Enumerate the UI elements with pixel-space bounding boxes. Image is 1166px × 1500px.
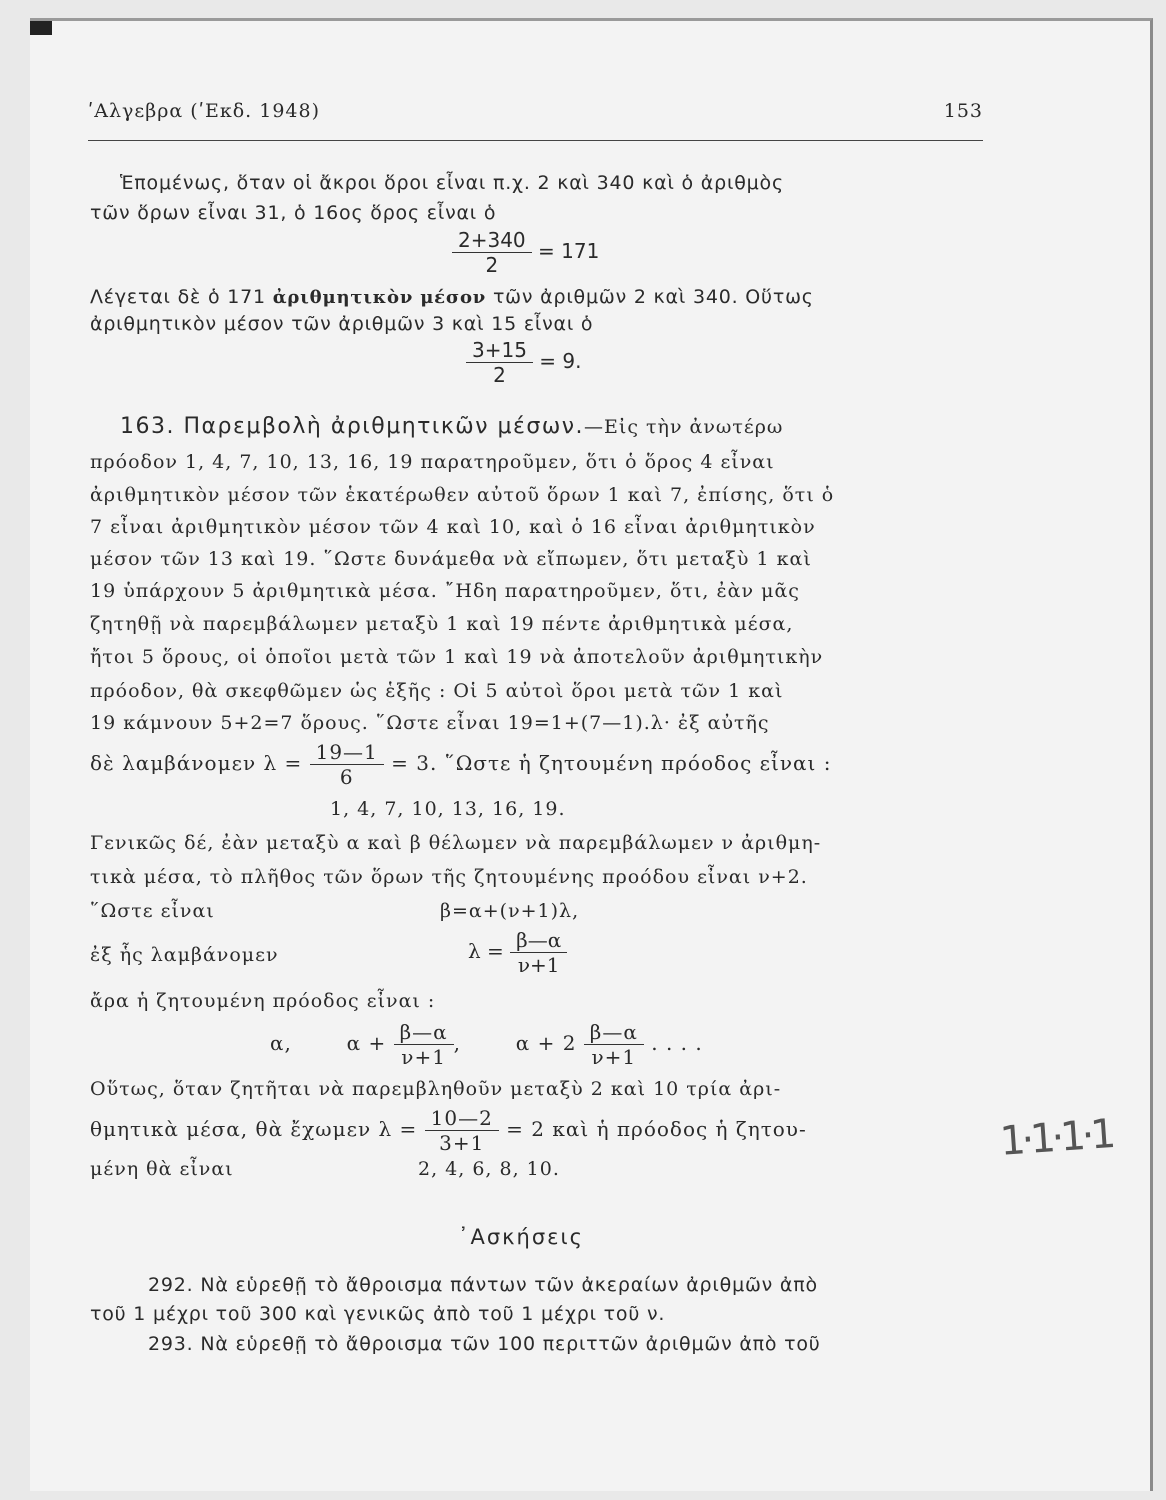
prog-c-numerator: β—α bbox=[584, 1020, 644, 1045]
prog-term-c: α + 2 bbox=[515, 1031, 577, 1055]
handwritten-margin-note: 1·1·1·1 bbox=[998, 1111, 1114, 1165]
section-line-4: μέσον τῶν 13 καὶ 19. ῞Ωστε δυνάμεθα νὰ εἴπωμεν, ὅτι μεταξὺ 1 καὶ bbox=[90, 548, 812, 570]
intro-line-2: τῶν ὅρων εἶναι 31, ὁ 16ος ὅρος εἶναι ὁ bbox=[90, 202, 497, 224]
section-line-9: 19 κάμνουν 5+2=7 ὅρους. ῞Ωστε εἶναι 19=1+(7—1).λ· ἐξ αὐτῆς bbox=[90, 712, 770, 734]
intro-line-3-end: τῶν ἀριθμῶν 2 καὶ 340. Οὕτως bbox=[492, 286, 814, 308]
prog-b-numerator: β—α bbox=[394, 1020, 454, 1045]
prog-term-a: α, bbox=[270, 1031, 292, 1055]
example-line-3-label: μένη θὰ εἶναι bbox=[90, 1158, 234, 1180]
prog-b-denominator: ν+1 bbox=[401, 1045, 446, 1069]
frac2-result: = 9. bbox=[539, 349, 582, 373]
page-corner-mark bbox=[30, 21, 52, 35]
example-numerator: 10—2 bbox=[425, 1106, 499, 1131]
fraction-171 bbox=[452, 228, 599, 277]
sequence-1-19: 1, 4, 7, 10, 13, 16, 19. bbox=[330, 798, 566, 820]
ara-line: ἄρα ἡ ζητουμένη πρόοδος εἶναι : bbox=[90, 990, 436, 1012]
lambda-numerator: 19—1 bbox=[310, 740, 384, 765]
lambda-general bbox=[468, 928, 567, 977]
frac1-denominator: 2 bbox=[485, 253, 499, 277]
exercises-title: ᾿Ασκήσεις bbox=[458, 1225, 584, 1249]
example-line-1: Οὕτως, ὅταν ζητῆται νὰ παρεμβληθοῦν μεταξὺ 2 καὶ 10 τρία ἀρι- bbox=[90, 1078, 782, 1100]
general-line-1: Γενικῶς δέ, ἐὰν μεταξὺ α καὶ β θέλωμεν νὰ παρεμβάλωμεν ν ἀριθμη- bbox=[90, 832, 822, 854]
lambda-general-denominator: ν+1 bbox=[517, 953, 560, 977]
fraction-9 bbox=[466, 338, 582, 387]
example-2-end: = 2 καὶ ἡ πρόοδος ἡ ζητου- bbox=[506, 1117, 807, 1141]
section-heading-tail: —Εἰς τὴν ἀνωτέρω bbox=[584, 416, 784, 438]
intro-line-3 bbox=[90, 286, 985, 308]
intro-line-3-start: Λέγεται δὲ ὁ 171 bbox=[90, 286, 266, 308]
running-header bbox=[88, 100, 983, 122]
lambda-line bbox=[90, 740, 831, 789]
running-title: ʹΑλγεβρα (ʹΕκδ. 1948) bbox=[88, 100, 321, 122]
section-line-1: πρόοδον 1, 4, 7, 10, 13, 16, 19 παρατηροῦμεν, ὅτι ὁ ὅρος 4 εἶναι bbox=[90, 451, 775, 473]
exercise-292-line-2: τοῦ 1 μέχρι τοῦ 300 καὶ γενικῶς ἀπὸ τοῦ 1 μέχρι τοῦ ν. bbox=[90, 1303, 666, 1325]
prog-c-denominator: ν+1 bbox=[591, 1045, 637, 1069]
example-sequence: 2, 4, 6, 8, 10. bbox=[418, 1158, 560, 1180]
hoste-formula: β=α+(ν+1)λ, bbox=[440, 900, 580, 922]
section-line-2: ἀριθμητικὸν μέσον τῶν ἑκατέρωθεν αὐτοῦ ὅρων 1 καὶ 7, ἐπίσης, ὅτι ὁ bbox=[90, 484, 835, 506]
general-line-2: τικὰ μέσα, τὸ πλῆθος τῶν ὅρων τῆς ζητουμένης προόδου εἶναι ν+2. bbox=[90, 866, 808, 888]
hoste-label: ῞Ωστε εἶναι bbox=[90, 900, 215, 922]
intro-line-1: Ἑπομένως, ὅταν οἱ ἄκροι ὅροι εἶναι π.χ. 2 καὶ 340 καὶ ὁ ἀριθμὸς bbox=[120, 172, 784, 194]
lambda-denominator: 6 bbox=[339, 765, 354, 789]
section-heading: 163. Παρεμβολὴ ἀριθμητικῶν μέσων. bbox=[120, 414, 585, 439]
prog-comma: , bbox=[453, 1031, 462, 1055]
example-2-start: θμητικὰ μέσα, θὰ ἔχωμεν λ = bbox=[90, 1117, 418, 1141]
prog-term-b: α + bbox=[346, 1031, 387, 1055]
exercise-292-line-1: 292. Νὰ εὑρεθῇ τὸ ἄθροισμα πάντων τῶν ἀκεραίων ἀριθμῶν ἀπὸ bbox=[148, 1274, 818, 1296]
example-line-2 bbox=[90, 1106, 807, 1155]
section-line-8: πρόοδον, θὰ σκεφθῶμεν ὡς ἑξῆς : Οἱ 5 αὐτοὶ ὅροι μετὰ τῶν 1 καὶ bbox=[90, 680, 784, 702]
section-line-6: ζητηθῇ νὰ παρεμβάλωμεν μεταξὺ 1 καὶ 19 πέντε ἀριθμητικὰ μέσα, bbox=[90, 613, 794, 635]
arithmetic-mean-term: ἀριθμητικὸν μέσον bbox=[272, 287, 487, 308]
section-line-5: 19 ὑπάρχουν 5 ἀριθμητικὰ μέσα. ῎Ηδη παρατηροῦμεν, ὅτι, ἐὰν μᾶς bbox=[90, 580, 800, 602]
exercise-293-line-1: 293. Νὰ εὑρεθῇ τὸ ἄθροισμα τῶν 100 περιττῶν ἀριθμῶν ἀπὸ τοῦ bbox=[148, 1333, 821, 1355]
lambda-general-numerator: β—α bbox=[510, 928, 567, 953]
frac2-numerator: 3+15 bbox=[466, 338, 533, 363]
page-number: 153 bbox=[943, 100, 983, 122]
header-rule bbox=[88, 140, 983, 141]
frac1-numerator: 2+340 bbox=[452, 228, 532, 253]
section-heading-line bbox=[120, 414, 1015, 439]
general-progression bbox=[270, 1020, 703, 1069]
section-line-3: 7 εἶναι ἀριθμητικὸν μέσον τῶν 4 καὶ 10, καὶ ὁ 16 εἶναι ἀριθμητικὸν bbox=[90, 516, 816, 538]
prog-dots: . . . . bbox=[651, 1031, 703, 1055]
example-denominator: 3+1 bbox=[439, 1131, 485, 1155]
section-line-7: ἤτοι 5 ὅρους, οἱ ὁποῖοι μετὰ τῶν 1 καὶ 19 νὰ ἀποτελοῦν ἀριθμητικὴν bbox=[90, 646, 824, 668]
lambda-prefix: δὲ λαμβάνομεν λ = bbox=[90, 751, 303, 775]
frac1-result: = 171 bbox=[538, 239, 600, 263]
ex-label: ἐξ ἧς λαμβάνομεν bbox=[90, 944, 279, 966]
frac2-denominator: 2 bbox=[493, 363, 506, 387]
lambda-general-lhs: λ = bbox=[468, 939, 504, 963]
lambda-suffix: = 3. ῞Ωστε ἡ ζητουμένη πρόοδος εἶναι : bbox=[391, 751, 832, 775]
intro-line-4: ἀριθμητικὸν μέσον τῶν ἀριθμῶν 3 καὶ 15 εἶναι ὁ bbox=[90, 313, 594, 335]
